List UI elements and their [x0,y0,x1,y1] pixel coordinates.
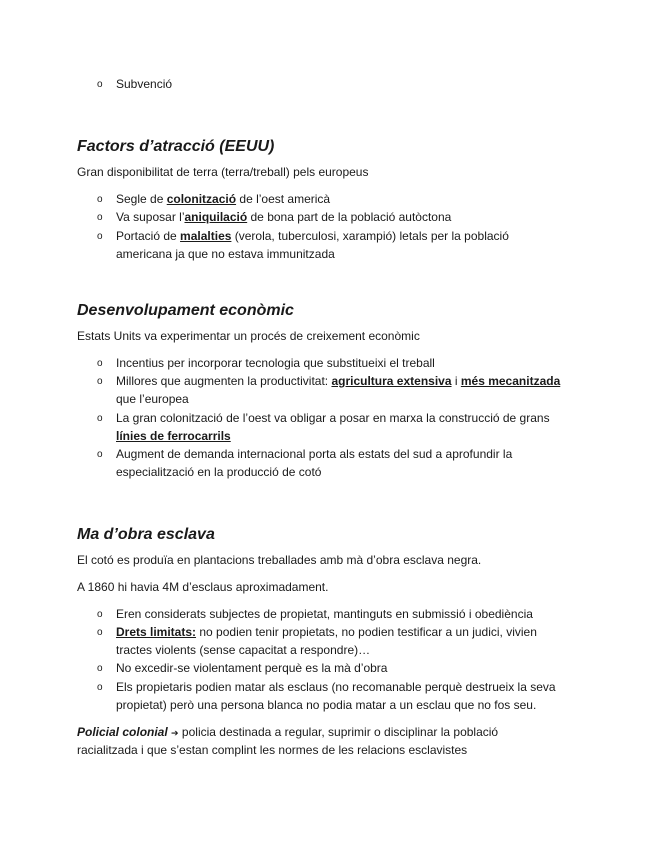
bullet-marker: o [97,682,103,693]
bullet-marker: o [97,231,103,242]
section-heading-factors: Factors d’atracció (EEUU) [77,138,275,155]
list-item: La gran colonització de l’oest va obligar a posar en marxa la construcció de grans [116,411,550,425]
underlined-term: més mecanitzada [460,374,561,388]
bullet-marker: o [97,79,103,90]
section-heading-desenvolupament: Desenvolupament econòmic [77,302,294,319]
bullet-marker: o [97,376,103,387]
list-item-continuation: especialització en la producció de cotó [116,465,322,479]
section-intro: Estats Units va experimentar un procés de creixement econòmic [77,329,420,343]
bullet-marker: o [97,358,103,369]
section-heading-ma-obra: Ma d’obra esclava [77,526,215,543]
underlined-term: línies de ferrocarrils [116,429,231,443]
list-item-continuation [116,428,231,445]
list-item: Augment de demanda internacional porta als estats del sud a aprofundir la [116,447,513,461]
bullet-marker: o [97,413,103,424]
list-item-continuation: propietat) però una persona blanca no podia matar a un esclau que no fos seu. [116,698,537,712]
list-item: No excedir-se violentament perquè es la mà d’obra [116,661,388,675]
bullet-marker: o [97,627,103,638]
bullet-marker: o [97,609,103,620]
underlined-term: malalties [180,229,232,243]
list-item: Portació de malalties (verola, tuberculosi, xarampió) letals per la població [116,229,509,243]
section-intro: Gran disponibilitat de terra (terra/treball) pels europeus [77,165,369,179]
underlined-term: agricultura extensiva [331,374,452,388]
definition-paragraph: Policial colonial ➔ policia destinada a regular, suprimir o disciplinar la població [77,725,499,739]
underlined-term: Drets limitats: [116,625,197,639]
definition-continuation: racialitzada i que s’estan complint les normes de les relacions esclavistes [77,743,468,757]
list-item-continuation: que l’europea [116,392,189,406]
list-item: Drets limitats: no podien tenir propietats, no podien testificar a un judici, vivien [116,625,537,639]
list-item: Va suposar l’aniquilació de bona part de la població autòctona [116,210,452,224]
defined-term: Policial colonial [77,725,168,739]
list-item: Els propietaris podien matar als esclaus (no recomanable perquè destrueix la seva [116,680,556,694]
paragraph: A 1860 hi havia 4M d’esclaus aproximadament. [77,580,329,594]
underlined-term: colonització [166,192,237,206]
list-item-continuation: tractes violents (sense capacitat a respondre)… [116,643,371,657]
list-item-continuation: americana ja que no estava immunitzada [116,247,335,261]
bullet-marker: o [97,449,103,460]
arrow-right-icon: ➔ [171,728,179,738]
underlined-term: aniquilació [184,210,248,224]
list-item: Millores que augmenten la productivitat: agricultura extensiva i més mecanitzada [116,374,561,388]
list-item: Incentius per incorporar tecnologia que substitueixi el treball [116,356,435,370]
list-item: Subvenció [116,77,173,91]
list-item: Eren considerats subjectes de propietat, mantinguts en submissió i obediència [116,607,533,621]
list-item: Segle de colonització de l’oest americà [116,192,331,206]
bullet-marker: o [97,194,103,205]
paragraph: El cotó es produïa en plantacions treballades amb mà d’obra esclava negra. [77,553,482,567]
bullet-marker: o [97,663,103,674]
bullet-marker: o [97,212,103,223]
